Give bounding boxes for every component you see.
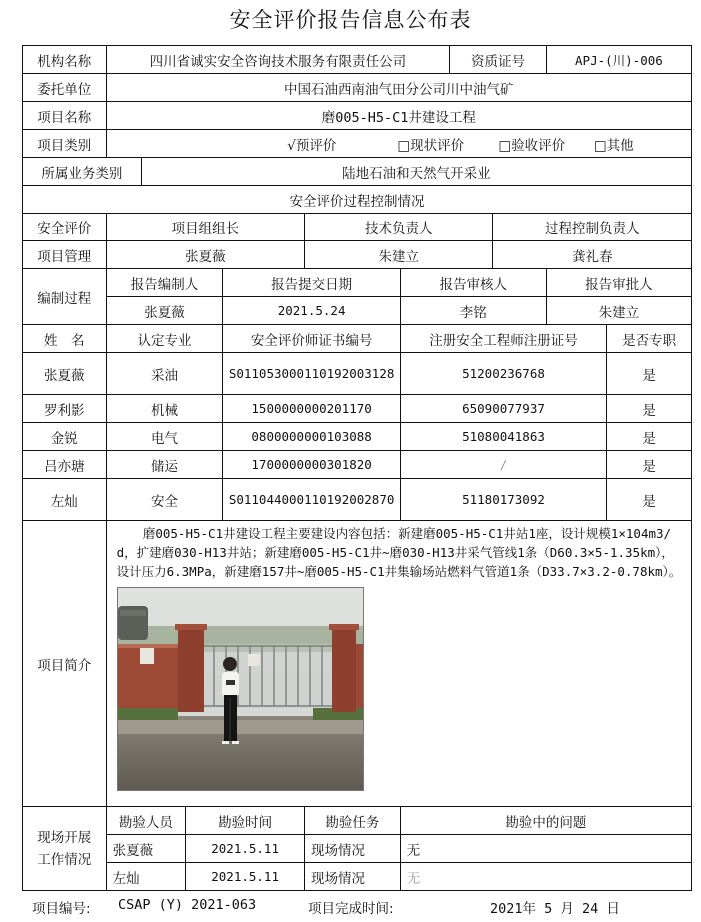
footer-code-label: 项目编号: (32, 901, 91, 917)
staff-fulltime: 是 (607, 451, 692, 479)
process-header: 安全评价过程控制情况 (23, 186, 692, 214)
staff-fulltime: 是 (607, 423, 692, 451)
staff-major: 机械 (106, 395, 223, 423)
site-header-person: 勘验人员 (106, 807, 186, 835)
management-label-2: 项目管理 (23, 241, 107, 269)
compile-header-reviewer: 报告审核人 (400, 269, 546, 297)
staff-cert: 0800000000103088 (223, 423, 400, 451)
staff-reg: 51180173092 (400, 479, 607, 521)
staff-name: 金锐 (23, 423, 107, 451)
client-label: 委托单位 (23, 74, 107, 102)
compile-header-author: 报告编制人 (106, 269, 223, 297)
site-issue: 无 (400, 835, 691, 863)
project-name-value: 磨005-H5-C1井建设工程 (106, 102, 691, 130)
management-value-leader: 张夏薇 (106, 241, 304, 269)
staff-name: 左灿 (23, 479, 107, 521)
site-issue: 无 (400, 863, 691, 891)
compile-value-author: 张夏薇 (106, 297, 223, 325)
site-date: 2021.5.11 (186, 863, 305, 891)
site-header-issue: 勘验中的问题 (400, 807, 691, 835)
business-label: 所属业务类别 (23, 158, 142, 186)
staff-cert: 1700000000301820 (223, 451, 400, 479)
staff-header-cert: 安全评价师证书编号 (223, 325, 400, 353)
staff-cert: S011053000110192003128 (223, 353, 400, 395)
site-header-date: 勘验时间 (186, 807, 305, 835)
info-table (22, 45, 692, 891)
compile-value-date: 2021.5.24 (223, 297, 400, 325)
site-photo (117, 587, 364, 791)
business-value: 陆地石油和天然气开采业 (141, 158, 691, 186)
site-label (23, 807, 107, 891)
cert-value: APJ-(川)-006 (546, 46, 691, 74)
client-value: 中国石油西南油气田分公司川中油气矿 (106, 74, 691, 102)
management-header-leader: 项目组组长 (106, 214, 304, 241)
site-header-task: 勘验任务 (305, 807, 401, 835)
staff-reg: 51200236768 (400, 353, 607, 395)
compile-label: 编制过程 (23, 269, 107, 325)
site-task: 现场情况 (305, 835, 401, 863)
staff-cert: 1500000000201170 (223, 395, 400, 423)
management-header-tech: 技术负责人 (305, 214, 493, 241)
compile-header-date: 报告提交日期 (223, 269, 400, 297)
cert-label: 资质证号 (450, 46, 547, 74)
option-other: □其他 (593, 137, 634, 154)
staff-fulltime: 是 (607, 395, 692, 423)
staff-header-reg: 注册安全工程师注册证号 (400, 325, 607, 353)
compile-value-reviewer: 李铭 (400, 297, 546, 325)
compile-value-approver: 朱建立 (546, 297, 691, 325)
org-value: 四川省诚实安全咨询技术服务有限责任公司 (106, 46, 450, 74)
option-pre-evaluation: √预评价 (287, 137, 337, 154)
footer-code-value: CSAP (Y) 2021-063 (118, 897, 257, 913)
site-person: 张夏薇 (106, 835, 186, 863)
staff-header-name: 姓 名 (23, 325, 107, 353)
page-title: 安全评价报告信息公布表 (229, 8, 472, 32)
site-label-line1: 现场开展 (37, 829, 92, 846)
project-type-options (106, 130, 691, 158)
table-row (23, 451, 692, 479)
staff-header-major: 认定专业 (106, 325, 223, 353)
staff-name: 张夏薇 (23, 353, 107, 395)
table-row (23, 395, 692, 423)
table-row (23, 863, 692, 891)
staff-reg: 65090077937 (400, 395, 607, 423)
management-value-tech: 朱建立 (305, 241, 493, 269)
staff-major: 电气 (106, 423, 223, 451)
intro-cell (106, 521, 691, 807)
staff-fulltime: 是 (607, 353, 692, 395)
staff-fulltime: 是 (607, 479, 692, 521)
option-status-evaluation: □现状评价 (397, 137, 465, 154)
staff-reg: 51080041863 (400, 423, 607, 451)
staff-header-fulltime: 是否专职 (607, 325, 692, 353)
staff-name: 罗利影 (23, 395, 107, 423)
staff-reg: / (400, 451, 607, 479)
staff-name: 吕亦瑭 (23, 451, 107, 479)
site-person: 左灿 (106, 863, 186, 891)
footer-done-value: 2021年 5 月 24 日 (490, 901, 620, 917)
org-label: 机构名称 (23, 46, 107, 74)
management-label-1: 安全评价 (23, 214, 107, 241)
staff-cert: S011044000110192002870 (223, 479, 400, 521)
site-photo-image (118, 588, 363, 790)
table-row (23, 835, 692, 863)
staff-major: 安全 (106, 479, 223, 521)
option-acceptance-evaluation: □验收评价 (498, 137, 566, 154)
intro-text: 磨005-H5-C1井建设工程主要建设内容包括：新建磨005-H5-C1井站1座，设计规模1×104m3/d，扩建磨030-H13井站；新建磨005-H5-C1井~磨030-H13井采气管线1条（D60.3×5-1.35km），设计压力6.3MPa，新建磨157井~磨005-H5-C1井集输场站燃料气管道1条（D33.7×3.2-0.78km）。 (116, 526, 682, 579)
staff-major: 储运 (106, 451, 223, 479)
table-row (23, 479, 692, 521)
table-row (23, 423, 692, 451)
management-value-control: 龚礼春 (493, 241, 692, 269)
site-label-line2: 工作情况 (37, 851, 92, 868)
site-date: 2021.5.11 (186, 835, 305, 863)
intro-label: 项目简介 (23, 521, 107, 807)
site-task: 现场情况 (305, 863, 401, 891)
table-row (23, 353, 692, 395)
footer-done-label: 项目完成时间: (308, 901, 394, 917)
compile-header-approver: 报告审批人 (546, 269, 691, 297)
project-type-label: 项目类别 (23, 130, 107, 158)
staff-major: 采油 (106, 353, 223, 395)
project-name-label: 项目名称 (23, 102, 107, 130)
management-header-control: 过程控制负责人 (493, 214, 692, 241)
